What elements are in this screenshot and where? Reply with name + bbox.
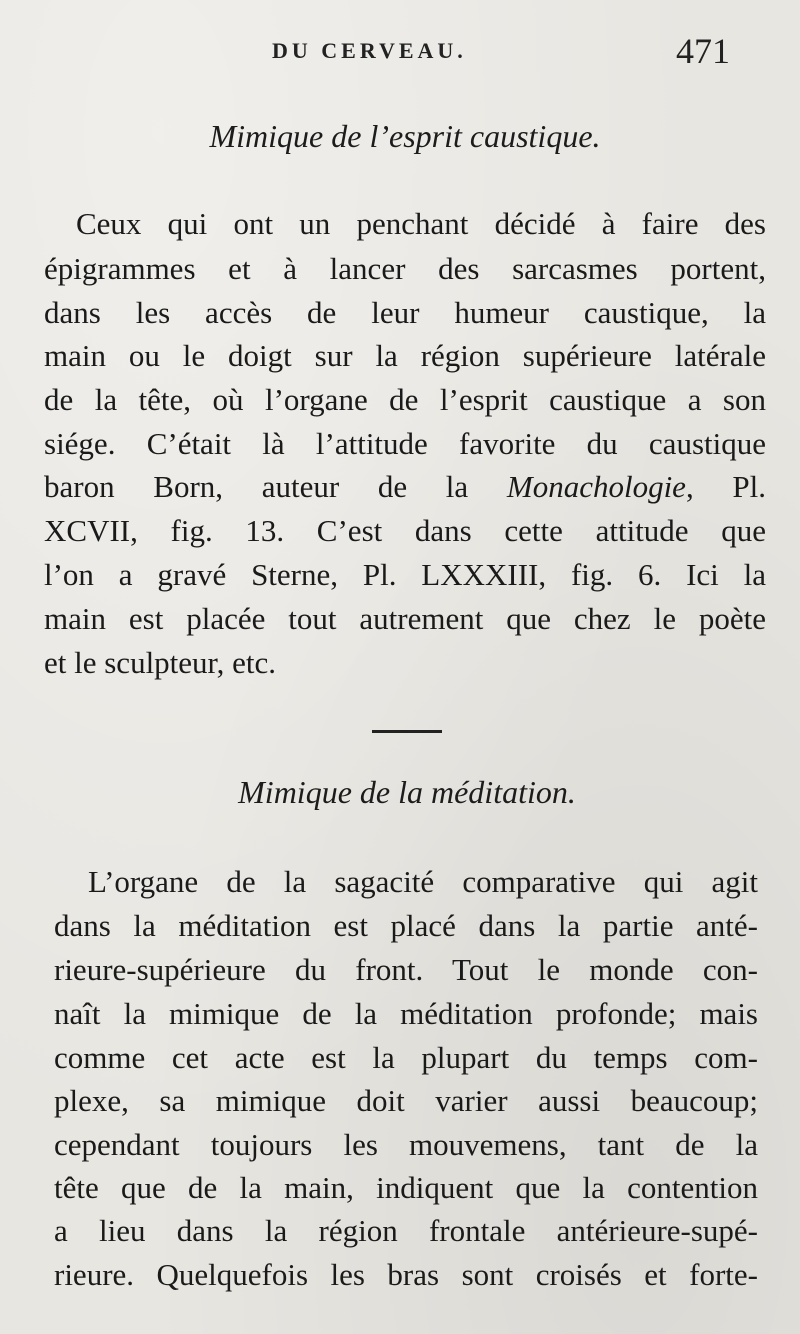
text-line: main ou le doigt sur la région supérieure latérale bbox=[44, 338, 766, 373]
book-title-monachologie: Monachologie bbox=[506, 469, 686, 504]
text-line: main est placée tout autrement que chez le poète bbox=[44, 601, 766, 636]
text-line-monachologie bbox=[44, 467, 766, 507]
text-line: Ceux qui ont un penchant décidé à faire des bbox=[76, 206, 766, 241]
section-heading-meditation: Mimique de la méditation. bbox=[238, 774, 576, 810]
text-line: dans les accès de leur humeur caustique, la bbox=[44, 295, 766, 330]
text-line: l’on a gravé Sterne, Pl. LXXXIII, fig. 6. Ici la bbox=[44, 557, 766, 592]
text-line: L’organe de la sagacité comparative qui agit bbox=[88, 864, 758, 899]
running-title: DU CERVEAU. bbox=[272, 38, 467, 63]
text-line: et le sculpteur, etc. bbox=[44, 645, 277, 680]
line-text-before: baron Born, auteur de la bbox=[44, 469, 507, 504]
text-line: épigrammes et à lancer des sarcasmes portent, bbox=[44, 251, 766, 286]
text-line: tête que de la main, indiquent que la contention bbox=[54, 1170, 758, 1205]
text-line: plexe, sa mimique doit varier aussi beaucoup; bbox=[54, 1083, 758, 1118]
text-line: rieure. Quelquefois les bras sont croisés et forte- bbox=[54, 1257, 758, 1292]
text-line: dans la méditation est placé dans la partie anté- bbox=[54, 908, 758, 943]
text-line: de la tête, où l’organe de l’esprit caustique a son bbox=[44, 382, 766, 417]
section-divider bbox=[372, 730, 442, 733]
section-heading-esprit-caustique: Mimique de l’esprit caustique. bbox=[209, 118, 601, 154]
text-line: XCVII, fig. 13. C’est dans cette attitude que bbox=[44, 513, 766, 548]
text-line: cependant toujours les mouvemens, tant de la bbox=[54, 1127, 758, 1162]
text-line: siége. C’était là l’attitude favorite du caustique bbox=[44, 426, 766, 461]
text-line: rieure-supérieure du front. Tout le monde con- bbox=[54, 952, 758, 987]
text-line: naît la mimique de la méditation profonde; mais bbox=[54, 996, 758, 1031]
text-line: a lieu dans la région frontale antérieure-supé- bbox=[54, 1213, 758, 1248]
line-text-after: , Pl. bbox=[685, 469, 766, 504]
page-number: 471 bbox=[676, 31, 730, 71]
text-line: comme cet acte est la plupart du temps com- bbox=[54, 1040, 758, 1075]
running-head bbox=[0, 31, 800, 74]
